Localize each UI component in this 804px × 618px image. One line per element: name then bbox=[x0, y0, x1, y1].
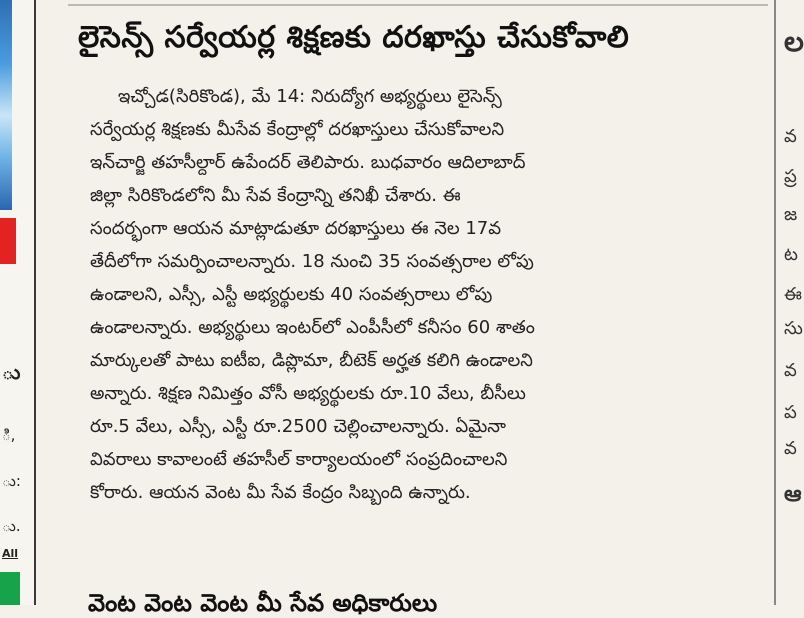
right-text-fragment: సు bbox=[784, 318, 803, 339]
article-body-line: ఉండాలన్నారు. అభ్యర్థులు ఇంటర్‌లో ఎంపీసీలో కనీసం 60 శాతం bbox=[90, 317, 535, 338]
right-text-fragment: వ bbox=[784, 360, 797, 381]
left-red-block bbox=[0, 218, 16, 264]
right-text-fragment: ప్ర bbox=[784, 166, 797, 187]
right-text-fragment: ప bbox=[784, 402, 797, 423]
article-body-line: సర్వేయర్ల శిక్షణకు మీసేవ కేంద్రాల్లో దరఖాస్తులు చేసుకోవాలని bbox=[90, 119, 505, 140]
left-text-fragment: ు bbox=[2, 360, 21, 384]
right-text-fragment: జ bbox=[784, 204, 798, 225]
news-article bbox=[58, 0, 774, 617]
next-article-headline-cropped: వెంట వెంట వెంట మీ సేవ అధికారులు bbox=[88, 589, 438, 617]
article-body-line: సందర్భంగా ఆయన మాట్లాడుతూ దరఖాస్తులు ఈ నెల 17వ bbox=[90, 218, 502, 239]
left-photo-fragment bbox=[0, 0, 12, 210]
right-text-fragment: వ bbox=[784, 438, 797, 459]
left-link-fragment: All bbox=[2, 547, 19, 560]
article-body-line: వివరాలు కావాలంటే తహసీల్ కార్యాలయంలో సంప్రదించాలని bbox=[90, 449, 508, 470]
article-body-line: ఉండాలని, ఎస్సీ, ఎస్టీ అభ్యర్థులకు 40 సంవత్సరాలు లోపు bbox=[90, 284, 493, 305]
right-text-fragment: ఆ bbox=[784, 482, 802, 507]
top-rule-divider bbox=[68, 4, 768, 6]
article-headline: లైసెన్స్ సర్వేయర్ల శిక్షణకు దరఖాస్తు చేసుకోవాలి bbox=[78, 20, 630, 55]
right-text-fragment: ఈ bbox=[784, 284, 802, 305]
article-body-line: జిల్లా సిరికొండలోని మీ సేవ కేంద్రాన్ని తనిఖీ చేశారు. ఈ bbox=[90, 185, 461, 206]
left-text-fragment: ు: bbox=[2, 472, 21, 490]
right-column-cropped bbox=[776, 0, 804, 605]
left-green-block bbox=[0, 572, 20, 605]
article-body-line: కోరారు. ఆయన వెంట మీ సేవ కేంద్రం సిబ్బంది ఉన్నారు. bbox=[90, 482, 471, 503]
article-body-line: అన్నారు. శిక్షణ నిమిత్తం వోసీ అభ్యర్థులకు రూ.10 వేలు, బీసీలు bbox=[90, 383, 526, 404]
article-body-line: ఇచ్చోడ(సిరికొండ), మే 14: నిరుద్యోగ అభ్యర్థులు లైసెన్స్ bbox=[118, 86, 502, 107]
left-text-fragment: ి, bbox=[2, 426, 16, 444]
right-text-fragment: వ bbox=[784, 126, 797, 147]
article-body-line: తేదీలోగా సమర్పించాలన్నారు. 18 నుంచి 35 సంవత్సరాల లోపు bbox=[90, 251, 534, 272]
left-text-fragment: ు. bbox=[2, 517, 21, 535]
right-text-fragment: ల bbox=[784, 25, 804, 58]
article-body bbox=[90, 80, 754, 509]
left-column-cropped bbox=[0, 0, 36, 605]
right-text-fragment: ట bbox=[784, 244, 798, 265]
article-body-line: మార్కులతో పాటు ఐటీఐ, డిప్లొమా, బీటెక్ అర్హత కలిగి ఉండాలని bbox=[90, 350, 533, 371]
article-body-line: రూ.5 వేలు, ఎస్సీ, ఎస్టీ రూ.2500 చెల్లించాలన్నారు. ఏమైనా bbox=[90, 416, 506, 437]
article-body-line: ఇన్‌చార్జి తహసీల్దార్ ఉపేందర్ తెలిపారు. బుధవారం ఆదిలాబాద్ bbox=[90, 152, 526, 173]
